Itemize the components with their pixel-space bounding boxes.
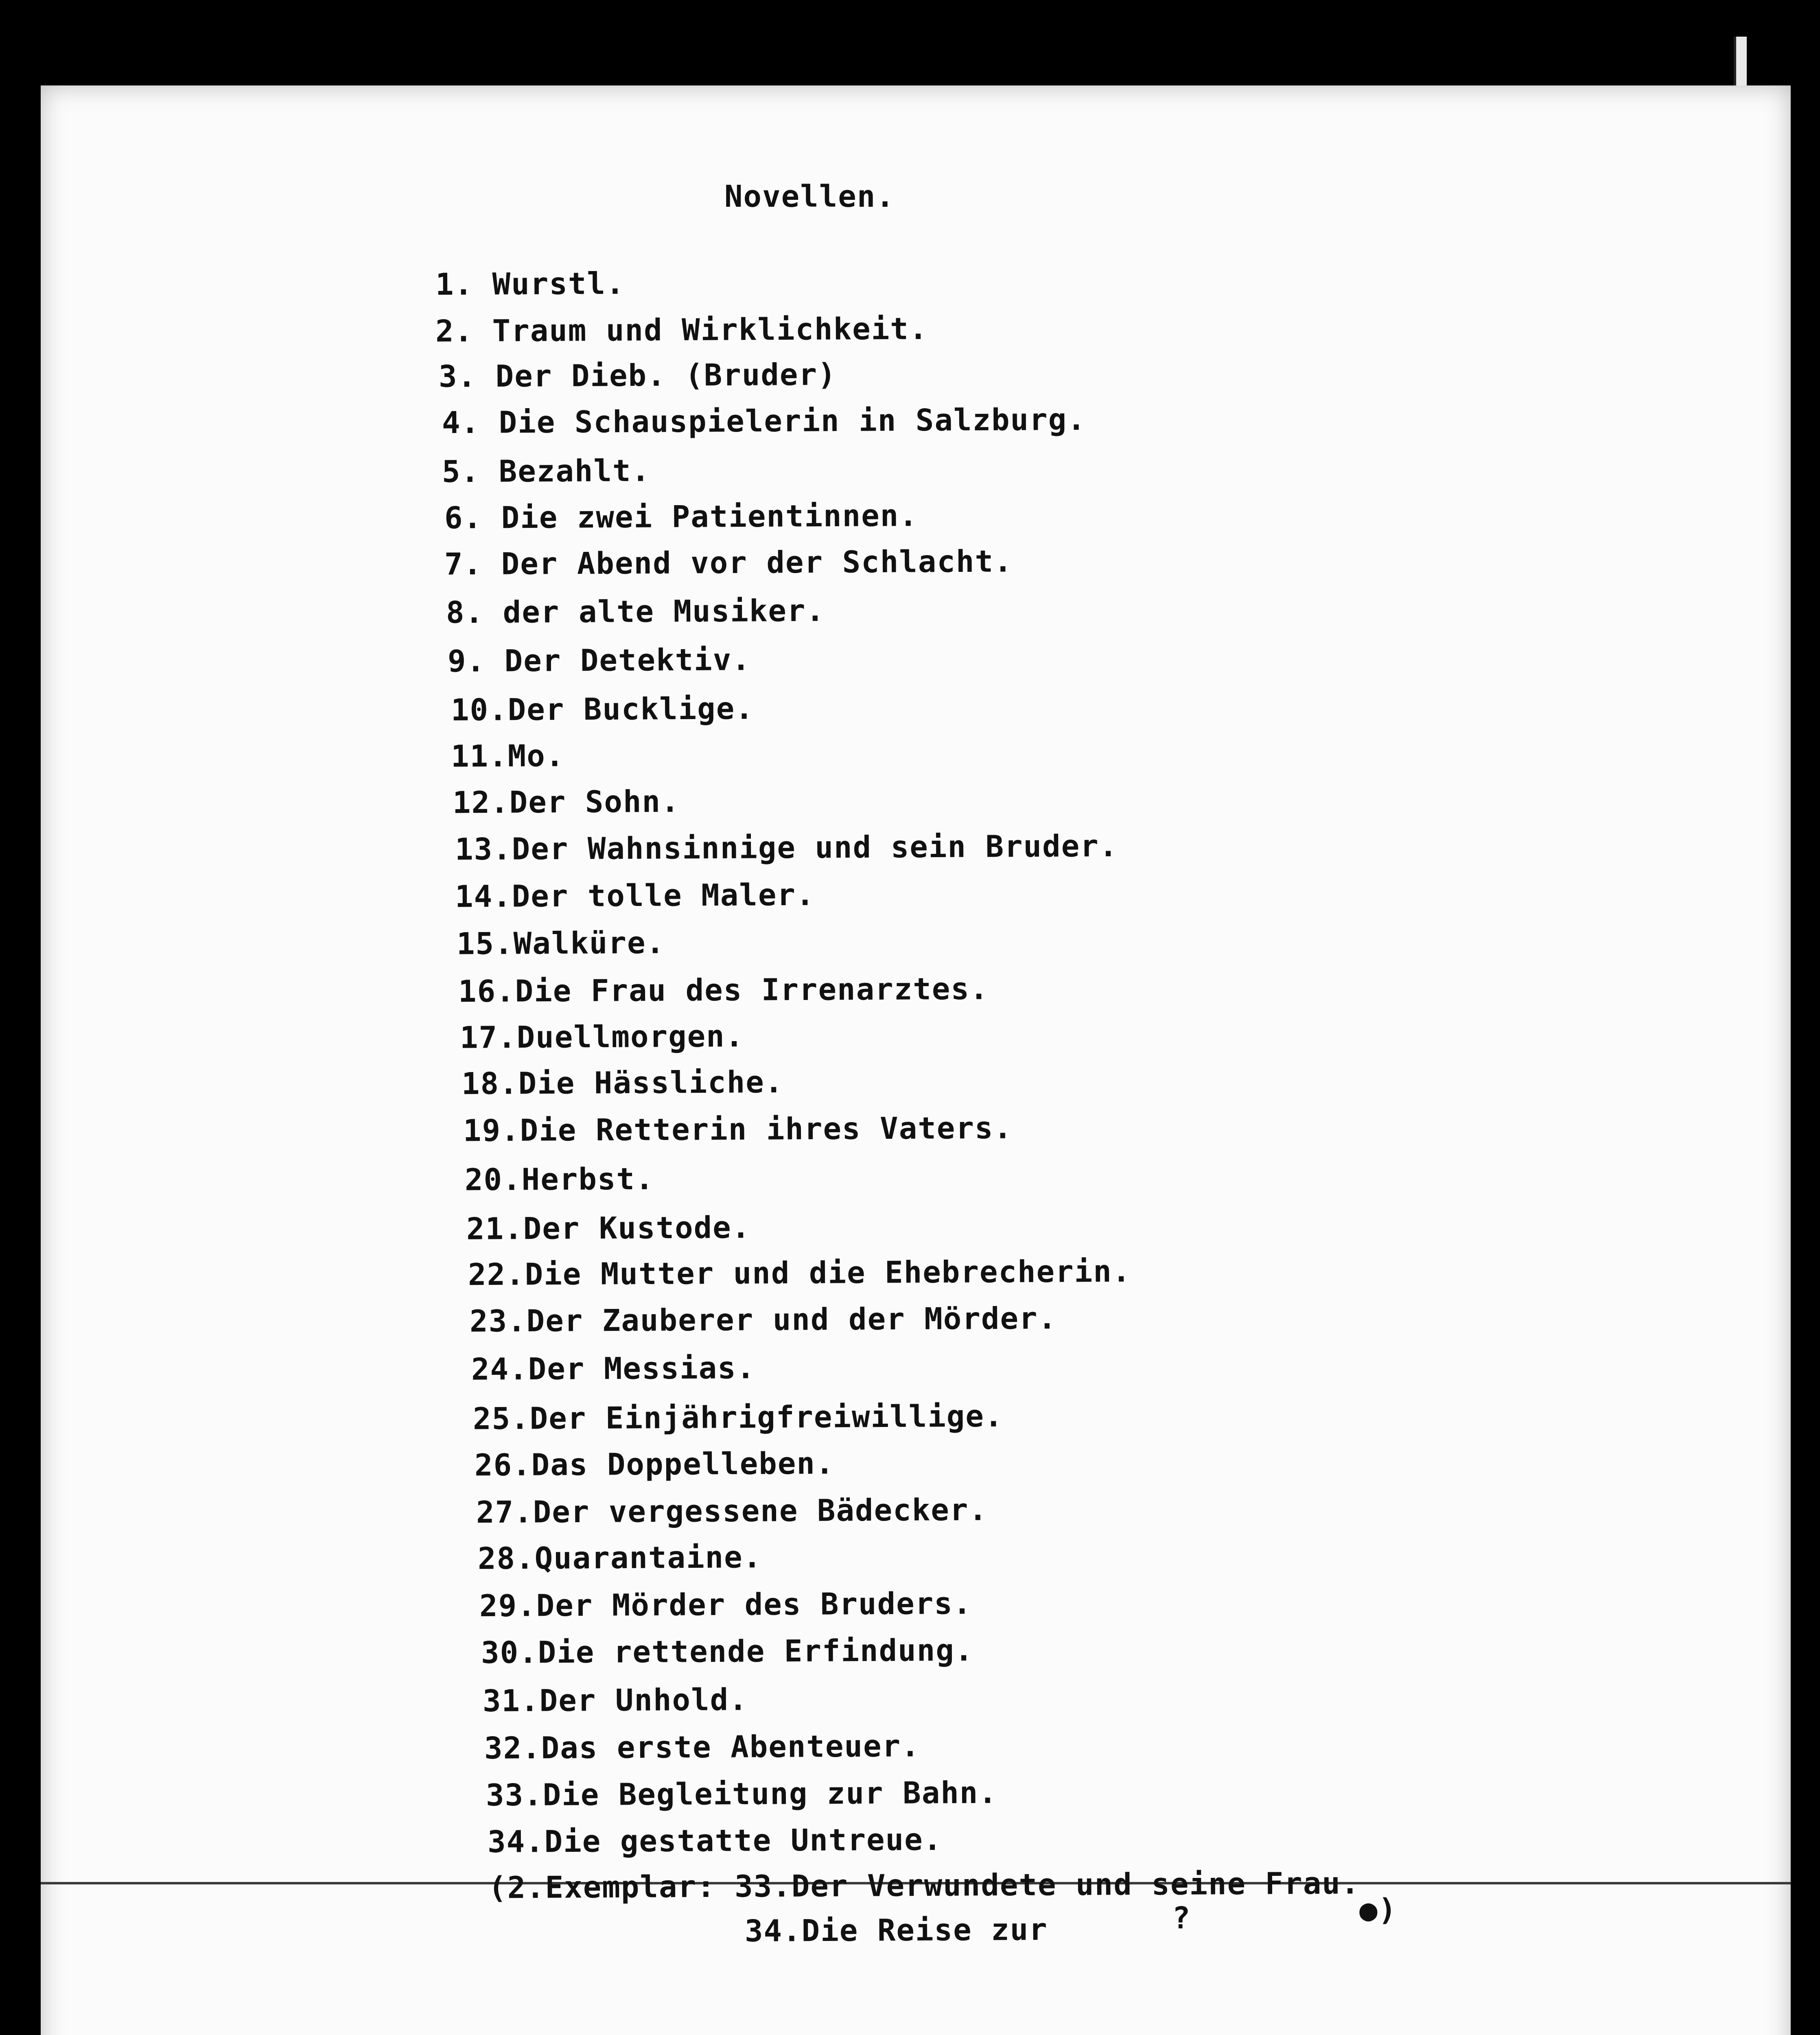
list-item: 9. Der Detektiv. <box>447 642 751 679</box>
footnote-line-1: (2.Exemplar: 33.Der Verwundete und seine Frau. <box>488 1866 1360 1906</box>
list-item: 20.Herbst. <box>464 1161 654 1198</box>
list-item: 10.Der Bucklige. <box>451 691 755 728</box>
list-item: 25.Der Einjährigfreiwillige. <box>472 1398 1004 1437</box>
list-item: 14.Der tolle Maler. <box>455 877 815 915</box>
list-item: 29.Der Mörder des Bruders. <box>479 1586 972 1624</box>
list-item: 2. Traum und Wirklichkeit. <box>435 311 928 349</box>
list-item: 12.Der Sohn. <box>452 784 680 821</box>
list-item: 8. der alte Musiker. <box>446 593 825 630</box>
footnote-closing: ●) <box>1359 1893 1398 1928</box>
list-item: 13.Der Wahnsinnige und sein Bruder. <box>455 828 1118 867</box>
list-item: 31.Der Unhold. <box>482 1682 748 1719</box>
list-item: 4. Die Schauspielerin in Salzburg. <box>442 402 1086 441</box>
list-item: 6. Die zwei Patientinnen. <box>444 498 919 536</box>
footnote-line-2: 34.Die Reise zur <box>744 1912 1048 1949</box>
list-item: 34.Die gestatte Untreue. <box>487 1822 943 1860</box>
list-item: 3. Der Dieb. (Bruder) <box>438 357 837 394</box>
page-title: Novellen. <box>724 179 895 214</box>
list-item: 19.Die Retterin ihres Vaters. <box>463 1110 1013 1149</box>
list-item: 18.Die Hässliche. <box>461 1064 784 1102</box>
list-item: 22.Die Mutter und die Ehebrecherin. <box>468 1254 1131 1293</box>
list-item: 23.Der Zauberer und der Mörder. <box>469 1301 1057 1339</box>
list-item: 17.Duellmorgen. <box>459 1019 744 1055</box>
list-item: 28.Quarantaine. <box>477 1540 762 1576</box>
list-item: 7. Der Abend vor der Schlacht. <box>444 544 1013 582</box>
list-item: 33.Die Begleitung zur Bahn. <box>486 1775 998 1813</box>
list-item: 26.Das Doppelleben. <box>474 1446 835 1483</box>
list-item: 11.Mo. <box>451 738 565 774</box>
list-item: 5. Bezahlt. <box>442 453 651 490</box>
list-item: 21.Der Kustode. <box>466 1210 751 1247</box>
list-item: 27.Der vergessene Bädecker. <box>476 1492 988 1530</box>
list-item: 16.Die Frau des Irrenarztes. <box>458 971 989 1009</box>
list-item: 30.Die rettende Erfindung. <box>481 1632 974 1671</box>
list-item: 15.Walküre. <box>456 925 665 962</box>
list-item: 1. Wurstl. <box>435 266 625 302</box>
list-item: 24.Der Messias. <box>471 1350 756 1387</box>
footnote-query-mark: ? <box>1172 1901 1191 1936</box>
list-item: 32.Das erste Abenteuer. <box>484 1729 920 1766</box>
